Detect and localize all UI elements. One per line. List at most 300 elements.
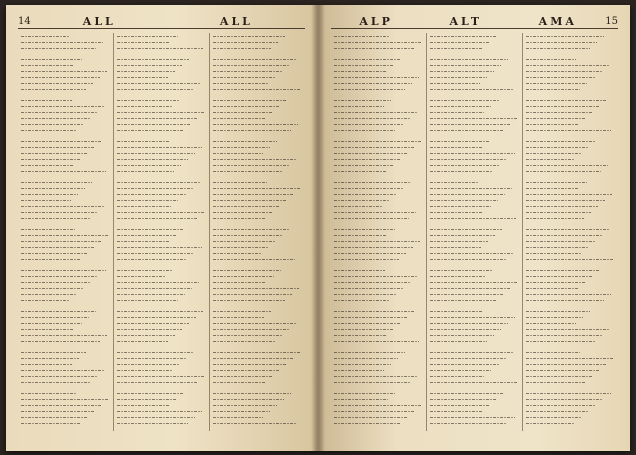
entry-line: [213, 54, 264, 55]
entry-line: [430, 417, 515, 418]
entry-line: [117, 306, 170, 307]
entry-line: [430, 36, 497, 37]
entry-line: [334, 317, 408, 318]
entry-line: [526, 288, 579, 289]
entry-line: [213, 376, 273, 377]
entry-line: [526, 206, 598, 207]
entry-line: [334, 218, 409, 219]
entry-line: [334, 124, 403, 125]
entry-line: [117, 36, 178, 37]
entry-line: [526, 218, 584, 219]
entry-line: [430, 159, 507, 160]
entry-line: [117, 112, 205, 113]
entry-line: [21, 83, 93, 84]
entry-line: [430, 282, 518, 283]
entry-line: [334, 399, 388, 400]
entry-line: [21, 171, 106, 172]
entry-line: [117, 159, 188, 160]
entry-line: [117, 77, 168, 78]
entry-line: [430, 48, 483, 49]
entry-line: [21, 159, 81, 160]
entry-line: [21, 276, 98, 277]
entry-line: [117, 247, 202, 248]
entry-line: [430, 270, 492, 271]
entry-line: [213, 311, 271, 312]
entry-line: [117, 147, 202, 148]
entry-line: [334, 77, 419, 78]
entry-line: [526, 188, 579, 189]
entry-line: [117, 106, 172, 107]
right-head-words: [331, 15, 605, 28]
entry-line: [117, 405, 170, 406]
entry-line: [526, 253, 581, 254]
entry-line: [21, 247, 94, 248]
entry-line: [334, 376, 417, 377]
entry-line: [334, 253, 406, 254]
left-head-word-2: ALL: [219, 14, 253, 28]
entry-line: [21, 65, 74, 66]
entry-line: [117, 335, 175, 336]
entry-line: [117, 282, 199, 283]
entry-line: [526, 335, 602, 336]
entry-line: [213, 147, 270, 148]
entry-line: [526, 370, 599, 371]
entry-line: [526, 417, 582, 418]
entry-line: [21, 352, 86, 353]
entry-line: [430, 182, 479, 183]
entry-line: [117, 417, 195, 418]
entry-line: [334, 393, 395, 394]
entry-line: [430, 59, 508, 60]
entry-line: [526, 294, 611, 295]
entry-line: [117, 124, 191, 125]
entry-line: [334, 259, 399, 260]
entry-line: [21, 141, 102, 142]
entry-line: [213, 235, 283, 236]
entry-line: [334, 294, 396, 295]
entry-line: [334, 347, 412, 348]
entry-line: [21, 399, 109, 400]
entry-line: [213, 83, 268, 84]
entry-line: [334, 136, 388, 137]
entry-line: [213, 153, 263, 154]
entry-line: [117, 224, 190, 225]
left-page: [6, 5, 317, 451]
entry-line: [526, 147, 589, 148]
entry-line: [117, 130, 184, 131]
entry-line: [526, 194, 612, 195]
entry-line: [213, 329, 290, 330]
entry-line: [430, 411, 482, 412]
entry-line: [213, 171, 282, 172]
entry-line: [213, 323, 297, 324]
entry-line: [334, 423, 400, 424]
entry-line: [117, 229, 183, 230]
entry-line: [526, 106, 599, 107]
right-head-word-2: ALT: [449, 14, 483, 28]
entry-line: [213, 253, 262, 254]
entry-line: [21, 300, 70, 301]
entry-line: [213, 306, 278, 307]
right-running-head: [331, 14, 618, 29]
entry-line: [526, 270, 600, 271]
entry-line: [526, 48, 590, 49]
entry-line: [526, 429, 608, 430]
entry-line: [334, 83, 412, 84]
entry-line: [334, 311, 415, 312]
entry-line: [213, 335, 282, 336]
entry-line: [334, 247, 413, 248]
entry-line: [213, 177, 274, 178]
entry-line: [117, 194, 186, 195]
entry-line: [213, 106, 280, 107]
entry-line: [526, 265, 607, 266]
entry-line: [526, 136, 603, 137]
entry-line: [526, 182, 587, 183]
entry-line: [430, 335, 494, 336]
entry-line: [430, 235, 495, 236]
entry-line: [430, 294, 504, 295]
entry-line: [334, 118, 410, 119]
entry-line: [213, 229, 290, 230]
entry-line: [334, 212, 416, 213]
entry-line: [334, 95, 398, 96]
entry-line: [430, 247, 481, 248]
entry-line: [213, 182, 267, 183]
entry-line: [334, 224, 402, 225]
entry-line: [213, 165, 289, 166]
entry-line: [430, 253, 514, 254]
entry-line: [21, 59, 82, 60]
entry-line: [117, 358, 186, 359]
entry-line: [526, 329, 609, 330]
entry-line: [21, 224, 82, 225]
entry-line: [117, 323, 189, 324]
entry-line: [526, 259, 614, 260]
entry-line: [21, 288, 84, 289]
entry-line: [213, 429, 289, 430]
entry-line: [430, 136, 496, 137]
entry-line: [213, 417, 263, 418]
entry-line: [430, 224, 509, 225]
left-page-number: 14: [18, 15, 31, 27]
entry-line: [21, 54, 89, 55]
right-head-word-1: ALP: [359, 14, 393, 28]
entry-line: [21, 71, 107, 72]
entry-line: [213, 358, 294, 359]
entry-line: [526, 388, 578, 389]
entry-line: [21, 323, 82, 324]
entry-line: [21, 294, 77, 295]
entry-line: [430, 317, 515, 318]
entry-line: [526, 71, 602, 72]
entry-line: [21, 182, 92, 183]
entry-line: [334, 341, 419, 342]
entry-line: [430, 358, 506, 359]
entry-line: [117, 364, 179, 365]
entry-line: [21, 358, 79, 359]
entry-line: [430, 83, 480, 84]
entry-line: [526, 241, 595, 242]
entry-line: [21, 429, 74, 430]
entry-line: [334, 153, 407, 154]
entry-line: [334, 48, 415, 49]
entry-line: [213, 247, 269, 248]
right-head-word-3: AMA: [538, 14, 577, 28]
entry-line: [21, 229, 75, 230]
entry-line: [430, 194, 505, 195]
entry-line: [117, 399, 177, 400]
entry-line: [21, 265, 73, 266]
entry-line: [430, 388, 510, 389]
entry-line: [117, 218, 197, 219]
entry-line: [526, 282, 586, 283]
entry-line: [117, 276, 166, 277]
entry-line: [526, 300, 604, 301]
entry-line: [526, 399, 603, 400]
entry-line: [430, 141, 489, 142]
entry-line: [526, 212, 591, 213]
entry-line: [526, 95, 613, 96]
right-page-number: 15: [605, 15, 618, 27]
entry-line: [213, 130, 291, 131]
entry-line: [117, 235, 176, 236]
entry-line: [117, 171, 174, 172]
entry-line: [21, 405, 102, 406]
entry-line: [334, 177, 419, 178]
entry-line: [213, 352, 301, 353]
entry-line: [430, 382, 517, 383]
entry-line: [21, 417, 88, 418]
entry-line: [117, 311, 203, 312]
entry-line: [213, 112, 273, 113]
entry-line: [213, 317, 264, 318]
entry-line: [21, 130, 76, 131]
entry-line: [334, 405, 421, 406]
entry-line: [334, 71, 387, 72]
entry-line: [526, 358, 613, 359]
entry-line: [430, 311, 483, 312]
entry-line: [430, 54, 515, 55]
entry-line: [21, 106, 105, 107]
entry-line: [334, 358, 398, 359]
entry-line: [526, 376, 592, 377]
entry-line: [526, 235, 603, 236]
entry-line: [334, 182, 411, 183]
entry-line: [117, 89, 194, 90]
entry-line: [117, 300, 178, 301]
left-head-word-1: ALL: [82, 14, 116, 28]
entry-line: [334, 323, 401, 324]
entry-line: [334, 147, 414, 148]
entry-line: [430, 405, 489, 406]
entry-line: [213, 124, 298, 125]
entry-line: [334, 364, 391, 365]
entry-line: [117, 382, 198, 383]
entry-line: [430, 288, 511, 289]
entry-line: [334, 112, 417, 113]
entry-line: [117, 429, 181, 430]
entry-line: [213, 200, 286, 201]
entry-line: [526, 112, 592, 113]
entry-line: [21, 136, 109, 137]
entry-line: [334, 411, 414, 412]
entry-line: [117, 141, 170, 142]
entry-line: [21, 364, 72, 365]
entry-line: [430, 100, 499, 101]
entry-line: [21, 382, 90, 383]
entry-line: [334, 300, 389, 301]
entry-line: [117, 370, 172, 371]
right-column-3: [523, 33, 618, 431]
entry-line: [430, 300, 497, 301]
entry-line: [21, 48, 96, 49]
entry-line: [526, 200, 605, 201]
entry-line: [526, 347, 587, 348]
entry-line: [117, 59, 189, 60]
entry-line: [117, 136, 177, 137]
entry-line: [117, 48, 203, 49]
entry-line: [430, 259, 507, 260]
entry-line: [334, 282, 411, 283]
entry-line: [526, 42, 597, 43]
entry-line: [21, 42, 103, 43]
entry-line: [526, 306, 597, 307]
entry-line: [430, 229, 502, 230]
entry-line: [526, 224, 577, 225]
entry-line: [213, 224, 298, 225]
entry-line: [21, 393, 76, 394]
entry-line: [334, 171, 386, 172]
left-head-words: [31, 15, 305, 28]
entry-line: [213, 265, 288, 266]
right-columns: [331, 33, 618, 431]
entry-line: [526, 364, 606, 365]
entry-line: [117, 212, 204, 213]
entry-line: [334, 229, 395, 230]
entry-line: [117, 253, 194, 254]
entry-line: [213, 411, 270, 412]
entry-line: [430, 218, 516, 219]
entry-line: [21, 77, 100, 78]
entry-line: [430, 276, 485, 277]
entry-line: [334, 417, 407, 418]
entry-line: [21, 370, 105, 371]
entry-line: [117, 188, 193, 189]
entry-line: [213, 370, 280, 371]
entry-line: [430, 42, 490, 43]
entry-line: [430, 106, 491, 107]
entry-line: [213, 118, 266, 119]
entry-line: [213, 423, 296, 424]
entry-line: [21, 212, 97, 213]
entry-line: [526, 393, 611, 394]
entry-line: [526, 89, 580, 90]
entry-line: [117, 83, 201, 84]
entry-line: [430, 352, 513, 353]
entry-line: [430, 212, 483, 213]
entry-line: [334, 276, 418, 277]
entry-line: [334, 352, 405, 353]
entry-line: [21, 329, 74, 330]
entry-line: [213, 71, 282, 72]
entry-line: [117, 341, 168, 342]
entry-line: [213, 89, 301, 90]
entry-line: [526, 352, 580, 353]
entry-line: [21, 282, 91, 283]
entry-line: [117, 411, 202, 412]
entry-line: [213, 65, 290, 66]
entry-line: [526, 317, 583, 318]
entry-line: [334, 429, 393, 430]
entry-line: [334, 36, 389, 37]
entry-line: [526, 247, 588, 248]
entry-line: [213, 259, 295, 260]
entry-line: [21, 36, 70, 37]
entry-line: [213, 405, 277, 406]
entry-line: [213, 188, 300, 189]
entry-line: [117, 265, 180, 266]
entry-line: [334, 200, 390, 201]
entry-line: [21, 124, 83, 125]
entry-line: [21, 218, 90, 219]
entry-line: [334, 206, 383, 207]
entry-line: [526, 153, 582, 154]
entry-line: [334, 235, 387, 236]
entry-line: [21, 335, 107, 336]
entry-line: [334, 106, 384, 107]
entry-line: [21, 423, 81, 424]
entry-line: [526, 159, 575, 160]
entry-line: [21, 95, 79, 96]
entry-line: [430, 206, 491, 207]
entry-line: [21, 311, 96, 312]
entry-line: [213, 218, 265, 219]
entry-line: [21, 188, 85, 189]
entry-line: [430, 153, 515, 154]
entry-line: [213, 194, 293, 195]
entry-line: [430, 306, 490, 307]
entry-line: [213, 282, 266, 283]
entry-line: [526, 65, 609, 66]
entry-line: [117, 65, 182, 66]
left-column-2: [114, 33, 210, 431]
entry-line: [430, 71, 494, 72]
left-column-3: [210, 33, 305, 431]
entry-line: [21, 317, 89, 318]
entry-line: [334, 329, 394, 330]
entry-line: [117, 376, 205, 377]
entry-line: [117, 393, 184, 394]
entry-line: [334, 306, 422, 307]
entry-line: [213, 300, 285, 301]
entry-line: [526, 382, 585, 383]
entry-line: [117, 165, 181, 166]
left-columns: [18, 33, 305, 431]
entry-line: [117, 200, 178, 201]
entry-line: [430, 423, 507, 424]
entry-line: [526, 36, 604, 37]
entry-line: [526, 405, 596, 406]
entry-line: [526, 177, 594, 178]
entry-line: [21, 89, 86, 90]
entry-line: [334, 130, 395, 131]
entry-line: [334, 335, 387, 336]
entry-line: [526, 77, 595, 78]
entry-line: [430, 177, 486, 178]
entry-line: [117, 100, 179, 101]
entry-line: [213, 294, 292, 295]
